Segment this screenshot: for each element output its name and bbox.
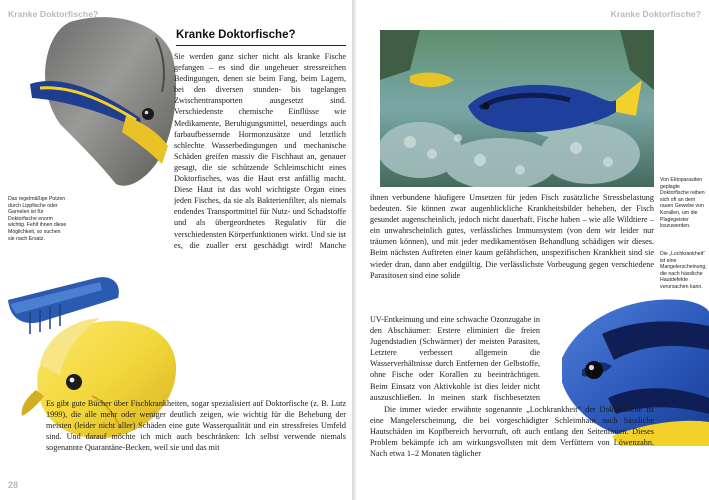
article-heading: Kranke Doktorfische? (176, 29, 296, 41)
running-head-left: Kranke Doktorfische? (8, 9, 99, 19)
left-page (0, 0, 352, 500)
page-number: 28 (8, 480, 19, 490)
photo-caption-right-2: Die „Lochkrankheit“ ist eine Mangelerscheinung, die nach hässliche Hautdefekte verursachen kann. (660, 251, 707, 290)
body-text-bottom (46, 398, 346, 476)
photo-caption-left: Das regelmäßige Putzen durch Lippfische oder Garnelen ist für Doktorfische enorm wichtig. Fehlt ihnen diese Möglichkeit, so suchen sie nach Ersatz. (8, 196, 67, 242)
heading-rule (176, 45, 346, 46)
body-text-right-last (370, 404, 654, 472)
paragraph: Die immer wieder erwähnte sogenannte „Lochkrankheit“ der Doktorfische ist eine Mangelerscheinung, die bei vorgeschädigter Schleimhaut nach hässliche Hautschäden im Kopfbereich hervorruft, oft auch entlang den Seitenlinien. Dieses Problem bekämpfe ich am wirkungsvollsten mit dem Verfüttern von Löwenzahn. Nach etwa 1–2 Monaten täglicher (370, 405, 654, 459)
photo-caption-right-1: Von Ektoparasiten geplagte Doktorfische reiben sich oft an dem rauen Gewebe von Korallen, um die Plagegeister loszuwerden. (660, 177, 705, 230)
body-text-right-lower (370, 314, 540, 402)
paragraph: UV-Entkeimung und eine schwache Ozonzugabe in den Abschäumer: Erstere eliminiert die freien Jugendstadien (Schwärmer) der meisten Parasiten, Letztere verbessert allgemein die Wasserverhältnisse durch Entfernen der Gelbstoffe, ohne Fische oder Korallen zu beeinträchtigen. Beim Einsatz von Aktivkohle ist dies leider nicht auszuschließen. In meinen stark fischbesetzten (370, 315, 540, 402)
paragraph: ihnen verbundene häufigere Umsetzen für jeden Fisch zusätzliche Stressbelastung bedeuten. Sie können zwar augenblickliche Krankheitsbilder beheben, der Fisch gesundet augenscheinlich, jedoch nicht dauerhaft. Fische haben – wie alle Wildtiere – ein unwahrscheinlich gutes, verlässliches Immunsystem (von dem wir leider nur träumen können), und mit jeder medikamentösen Behandlung schädigen wir dieses. Beim nächsten Auftreten einer kaum gefährlichen, unspezifischen Krankheit sind sie wieder dran, dann aber endgültig. Die verlässlichste Vorbeugung gegen verschiedene Parasitosen sind eine solide (370, 193, 654, 280)
sailfin-tang-photo (30, 14, 180, 192)
right-page (356, 0, 709, 500)
body-text-top (174, 51, 346, 251)
paragraph: Es gibt gute Bücher über Fischkrankheiten, sogar spezialisiert auf Doktorfische (z. B. Lutz 1999), die alle mehr oder weniger deutlich zeigen, wie wichtig für die Behebung der meisten (leider nicht aller) Schäden eine gute Wasserqualität und ein stressfreies Umfeld sind. Und darauf möchte ich mich auch beschränken: Ich selbst verwende niemals sogenannte Quarantäne-Becken, weil sie und das mit (46, 399, 346, 453)
hippo-tang-reef-photo (380, 30, 654, 187)
paragraph: Sie werden ganz sicher nicht als kranke Fische gefangen – es sind die ungeheuer stressreichen Bedingungen, denen sie beim Fang, beim Lagern, bei den diversen stunden- bis tagelangen Zwischentransporten ausgesetzt sind. Verschiedenste chemische Einflüsse wie Medikamente, Beruhigungsmittel, neuerdings auch farbaufbessernde Hormonzusätze und letztlich schlechte Wasserbedingungen und mechanische Schäden greifen massiv die Fischhaut an, genauer gesagt, die sie schützende Schleimschicht eines Doktorfisches, was die Haut erst anfällig macht. Diese Haut ist das wohl wichtigste Organ eines jeden Fisches, da sie als Bakterienfilter, als niemals endendes Transportmittel für Nutz- und Schadstoffe und als übergeordnetes Regulativ für die verschiedensten Körperfunktionen wirkt. Und sie ist es, die zualler erst geschädigt wird! Manche (174, 52, 346, 250)
running-head-right: Kranke Doktorfische? (610, 9, 701, 19)
